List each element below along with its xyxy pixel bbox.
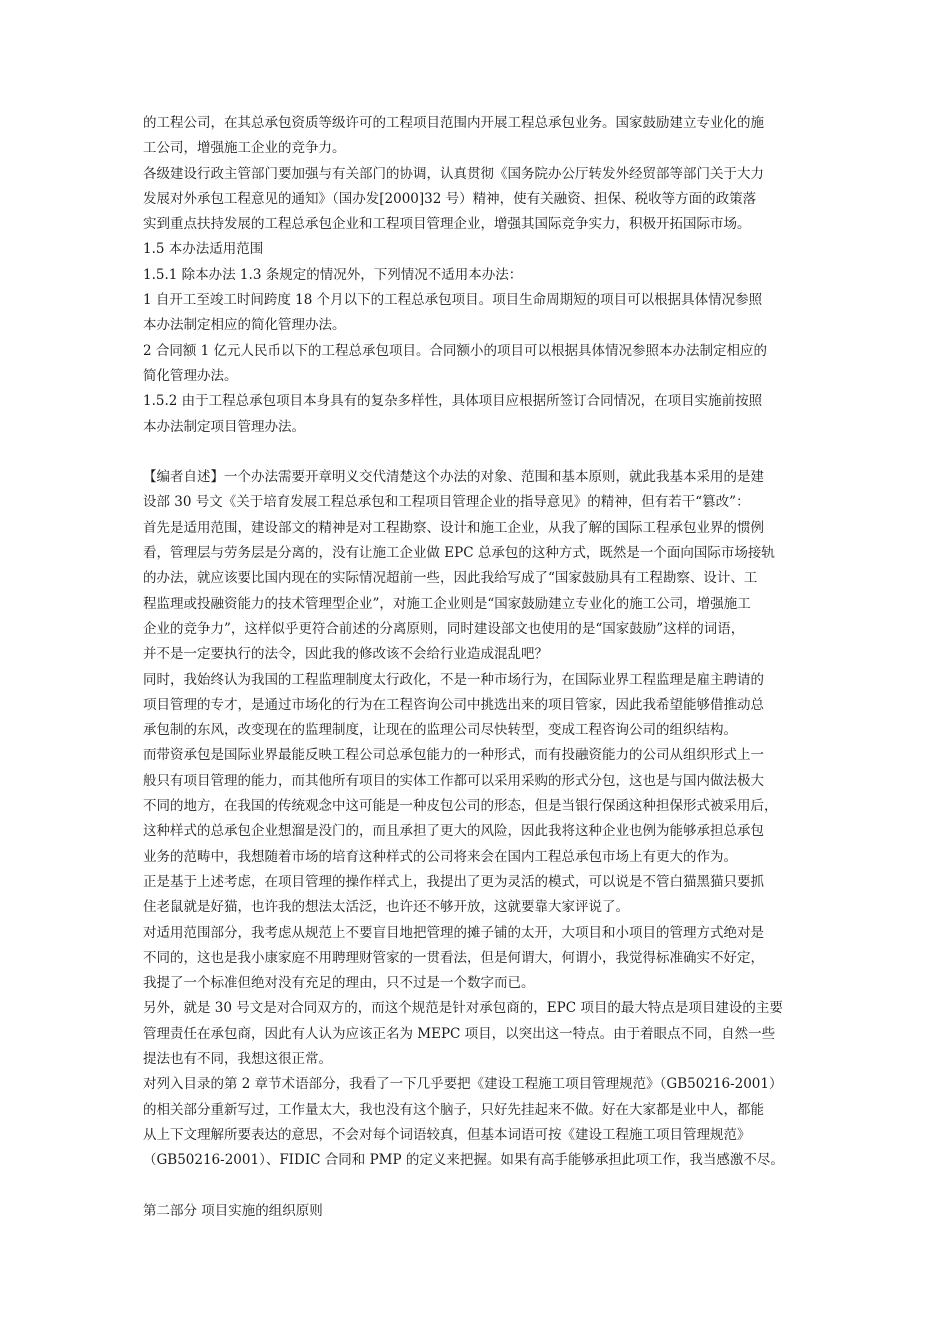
text-line: 另外，就是 30 号文是对合同双方的，而这个规范是针对承包商的，EPC 项目的最大特点是项目建设的主要	[143, 1000, 783, 1017]
text-line: 程监理或投融资能力的技术管理型企业”，对施工企业则是“国家鼓励建立专业化的施工公司，增强施工	[143, 595, 751, 612]
text-line: 的相关部分重新写过，工作量太大，我也没有这个脑子，只好先挂起来不做。好在大家都是业中人，都能	[143, 1101, 764, 1118]
text-line: 本办法制定相应的简化管理办法。	[143, 317, 346, 334]
paragraph-gap	[143, 1173, 815, 1198]
text-line: 的工程公司，在其总承包资质等级许可的工程项目范围内开展工程总承包业务。国家鼓励建立专业化的施	[143, 115, 764, 131]
text-line: 对适用范围部分，我考虑从规范上不要盲目地把管理的摊子铺的太开，大项目和小项目的管理方式绝对是	[143, 924, 764, 941]
text-line: 从上下文理解所要表达的意思，不会对每个词语较真，但基本词语可按《建设工程施工项目管理规范》	[143, 1126, 751, 1143]
text-line: 项目管理的专才，是通过市场化的行为在工程咨询公司中挑选出来的项目管家，因此我希望能够借推动总	[143, 696, 764, 713]
text-line: 业务的范畴中，我想随着市场的培育这种样式的公司将来会在国内工程总承包市场上有更大的作为。	[143, 848, 737, 865]
text-line: 住老鼠就是好猫，也许我的想法太活泛，也许还不够开放，这就要靠大家评说了。	[143, 899, 629, 916]
text-line: 企业的竞争力”，这样似乎更符合前述的分离原则，同时建设部文也使用的是“国家鼓励”这样的词语，	[143, 620, 745, 637]
text-line: 1.5 本办法适用范围	[143, 241, 264, 258]
text-line: 对列入目录的第 2 章节术语部分，我看了一下几乎要把《建设工程施工项目管理规范》（GB50216-2001）	[143, 1076, 783, 1093]
text-line: 的办法，就应该要比国内现在的实际情况超前一些，因此我给写成了“国家鼓励具有工程勘察、设计、工	[143, 570, 758, 587]
text-line: 并不是一定要执行的法令，因此我的修改该不会给行业造成混乱吧？	[143, 646, 548, 663]
text-line: （GB50216-2001）、FIDIC 合同和 PMP 的定义来把握。如果有高手能够承担此项工作，我当感激不尽。	[143, 1152, 784, 1169]
document-body	[143, 111, 815, 1224]
text-line: 承包制的东风，改变现在的监理制度，让现在的监理公司尽快转型，变成工程咨询公司的组织结构。	[143, 722, 737, 739]
text-line: 本办法制定项目管理办法。	[143, 418, 305, 435]
paragraph-gap	[143, 440, 815, 465]
text-line: 1 自开工至竣工时间跨度 18 个月以下的工程总承包项目。项目生命周期短的项目可以根据具体情况参照	[143, 292, 763, 309]
text-line: 发展对外承包工程意见的通知》（国办发[2000]32 号）精神，使有关融资、担保、税收等方面的政策落	[143, 190, 757, 207]
section-heading: 第二部分 项目实施的组织原则	[143, 1202, 323, 1219]
text-line: 提法也有不同，我想这很正常。	[143, 1050, 332, 1067]
text-line: 1.5.2 由于工程总承包项目本身具有的复杂多样性，具体项目应根据所签订合同情况，在项目实施前按照	[143, 393, 763, 410]
text-line: 而带资承包是国际业界最能反映工程公司总承包能力的一种形式，而有投融资能力的公司从组织形式上一	[143, 747, 764, 764]
text-line: 各级建设行政主管部门要加强与有关部门的协调，认真贯彻《国务院办公厅转发外经贸部等部门关于大力	[143, 165, 764, 182]
editor-note-text	[143, 465, 815, 1173]
text-line: 首先是适用范围，建设部文的精神是对工程勘察、设计和施工企业，从我了解的国际工程承包业界的惯例	[143, 519, 764, 536]
text-line: 2 合同额 1 亿元人民币以下的工程总承包项目。合同额小的项目可以根据具体情况参照本办法制定相应的	[143, 342, 768, 359]
text-line: 这种样式的总承包企业想溜是没门的，而且承担了更大的风险，因此我将这种企业也例为能够承担总承包	[143, 823, 764, 840]
text-line: 不同的地方，在我国的传统观念中这可能是一种皮包公司的形态，但是当银行保函这种担保形式被采用后，	[143, 798, 778, 815]
text-line: 实到重点扶持发展的工程总承包企业和工程项目管理企业，增强其国际竞争实力，积极开拓国际市场。	[143, 216, 751, 233]
text-line: 不同的，这也是我小康家庭不用聘理财管家的一贯看法，但是何谓大，何谓小，我觉得标准确实不好定，	[143, 949, 764, 966]
text-line: 1.5.1 除本办法 1.3 条规定的情况外，下列情况不适用本办法：	[143, 266, 523, 283]
section-scope-text	[143, 111, 815, 440]
text-line: 简化管理办法。	[143, 367, 238, 384]
text-line: 我提了一个标准但绝对没有充足的理由，只不过是一个数字而已。	[143, 975, 535, 992]
text-line: 设部 30 号文《关于培育发展工程总承包和工程项目管理企业的指导意见》的精神，但有若干“篡改”：	[143, 494, 750, 511]
text-line: 管理责任在承包商，因此有人认为应该正名为 MEPC 项目，以突出这一特点。由于着眼点不同，自然一些	[143, 1025, 776, 1042]
text-line: 工公司，增强施工企业的竞争力。	[143, 140, 346, 157]
text-line: 看，管理层与劳务层是分离的，没有让施工企业做 EPC 总承包的这种方式，既然是一个面向国际市场接轨	[143, 545, 775, 562]
text-line: 正是基于上述考虑，在项目管理的操作样式上，我提出了更为灵活的模式，可以说是不管白猫黑猫只要抓	[143, 873, 764, 890]
text-line: 同时，我始终认为我国的工程监理制度太行政化，不是一种市场行为，在国际业界工程监理是雇主聘请的	[143, 671, 764, 688]
text-line: 【编者自述】一个办法需要开章明义交代清楚这个办法的对象、范围和基本原则，就此我基本采用的是建	[143, 469, 764, 486]
text-line: 般只有项目管理的能力，而其他所有项目的实体工作都可以采用采购的形式分包，这也是与国内做法极大	[143, 772, 764, 789]
